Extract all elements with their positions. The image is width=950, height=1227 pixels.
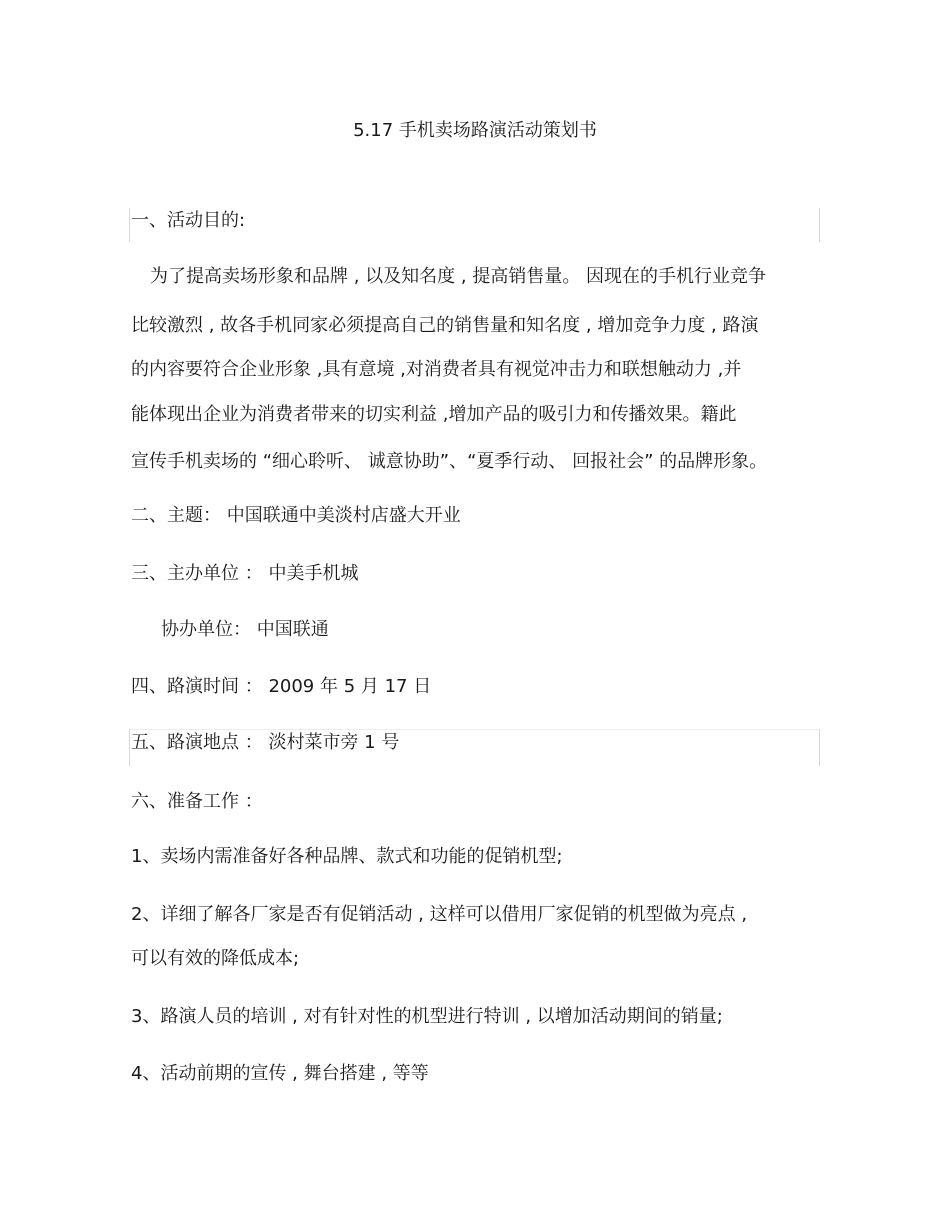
section1-paragraph-line: 比较激烈 , 故各手机同家必须提高自己的销售量和知名度 , 增加竞争力度 , 路演 (131, 315, 759, 336)
section1-paragraph-line: 能体现出企业为消费者带来的切实利益 ,增加产品的吸引力和传播效果。籍此 (131, 404, 737, 425)
document-title: 5.17 手机卖场路演活动策划书 (353, 120, 597, 141)
section6-item: 2、详细了解各厂家是否有促销活动 , 这样可以借用厂家促销的机型做为亮点 , (131, 904, 748, 925)
section6-heading: 六、准备工作 ： (131, 791, 263, 812)
section6-item: 3、路演人员的培训 , 对有针对性的机型进行特训 , 以增加活动期间的销量; (131, 1006, 723, 1027)
section3-co-organizer: 协办单位： 中国联通 (161, 619, 329, 640)
section1-paragraph-line: 的内容要符合企业形象 ,具有意境 ,对消费者具有视觉冲击力和联想触动力 ,并 (131, 359, 742, 380)
section1-heading: 一、活动目的: (131, 210, 246, 231)
section1-paragraph-line: 宣传手机卖场的 “细心聆听、 诚意协助”、“夏季行动、 回报社会” 的品牌形象。 (131, 451, 768, 472)
section3-organizer: 三、主办单位 ： 中美手机城 (131, 563, 359, 584)
section6-item: 4、活动前期的宣传 , 舞台搭建 , 等等 (131, 1063, 429, 1084)
section4-time: 四、路演时间 ： 2009 年 5 月 17 日 (131, 676, 432, 697)
section1-paragraph-line: 为了提高卖场形象和品牌 , 以及知名度 , 提高销售量。 因现在的手机行业竞争 (150, 266, 767, 287)
section6-item: 可以有效的降低成本; (131, 948, 300, 969)
section2-theme: 二、主题： 中国联通中美淡村店盛大开业 (131, 505, 461, 526)
section5-location: 五、路演地点 ： 淡村菜市旁 1 号 (131, 732, 400, 753)
section6-item: 1、卖场内需准备好各种品牌、款式和功能的促销机型; (131, 846, 563, 867)
